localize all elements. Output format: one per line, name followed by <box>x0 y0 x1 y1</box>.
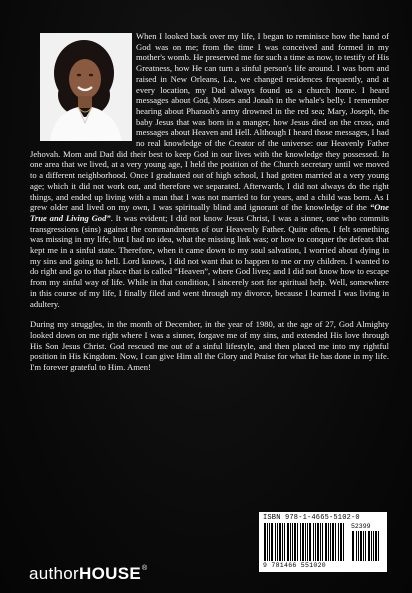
paragraph-testimony <box>30 31 389 309</box>
paragraph-salvation: During my struggles, in the month of December, in the year of 1980, at the age of 27, God Almighty looked down on me right where I was a sinner, forgave me of my sins, and extended His love through His Son Jesus Christ. God rescued me out of a sinful lifestyle, and then placed me into my rightful position in His Kingdom. Now, I can give Him all the Glory and Praise for what He has done in my life. I'm forever grateful to Him. Amen! <box>30 319 389 373</box>
isbn-label: ISBN 978-1-4665-5102-0 <box>263 514 360 522</box>
price-barcode-bars <box>351 531 381 561</box>
logo-house: HOUSE <box>79 564 141 583</box>
isbn-barcode <box>259 512 387 572</box>
paragraph-1-end: . It was evident; I did not know Jesus Christ, I was a sinner, one who commits transgressions (sins) against the commandments of our Heavenly Father. Quite often, I felt something was missing in my life, but I had no idea, what the missing link was; or how to conquer the defeats that kept me in a sinful state. Therefore, when it came down to my soul salvation, I worried about dying in my sins and going to hell. Lord knows, I did not want that to happen to me or my children. I wanted to do right and go to that place that is called “Heaven”, where God lives; and I did not know how to escape from my sinful way of life. While in that condition, I sincerely sort for spiritual help. Well, somewhere in this course of my life, I finally filed and went through my divorce, because I learned I was living in adultery. <box>30 212 389 309</box>
back-cover-text <box>30 31 389 373</box>
emphasis-phrase: “One True and Living God” <box>30 202 389 223</box>
price-code: 52399 <box>351 523 371 530</box>
registered-mark: ® <box>141 565 148 572</box>
paragraph-1-start: When I looked back over my life, I began to reminisce how the hand of God was on me; from the time I was conceived and formed in my mother's womb. He preserved me for such a time as now, to testify of His Greatness, how He can turn a sinful person's life around. I was born and raised in New Orleans, La., we changed residences frequently, and at every location, my Dad always found us a church home. I heard messages about God, Moses and Jonah in the whale's belly. I remember hearing about Pharaoh's army drowned in the red sea; Mary, Joseph, the baby Jesus that was born in a manger, how Jesus died on the cross, and messages about Heaven and Hell. Although I heard those messages, I had no real knowledge of the Creator of the universe: our Heavenly Father Jehovah. Mom and Dad did their best to keep God in our lives with the knowledge they possessed. In one area that we lived, at a very young age, I held the position of the Church secretary until we moved to a different neighborhood. Once I graduated out of high school, I had gotten married at a very young age; which it did not work out, and therefore we separated. Afterwards, I did not always do the right things, and ended up living with a man that I was not married to for years, and a child was born. As I grew older and lived on my own, I was spiritually blind and ignorant of the knowledge of the <box>30 31 389 213</box>
photo-spacer <box>30 31 136 141</box>
barcode-number: 9 781466 551020 <box>263 562 327 569</box>
logo-author: author <box>29 564 80 583</box>
publisher-logo <box>29 564 147 584</box>
ean-barcode-bars <box>263 523 347 561</box>
